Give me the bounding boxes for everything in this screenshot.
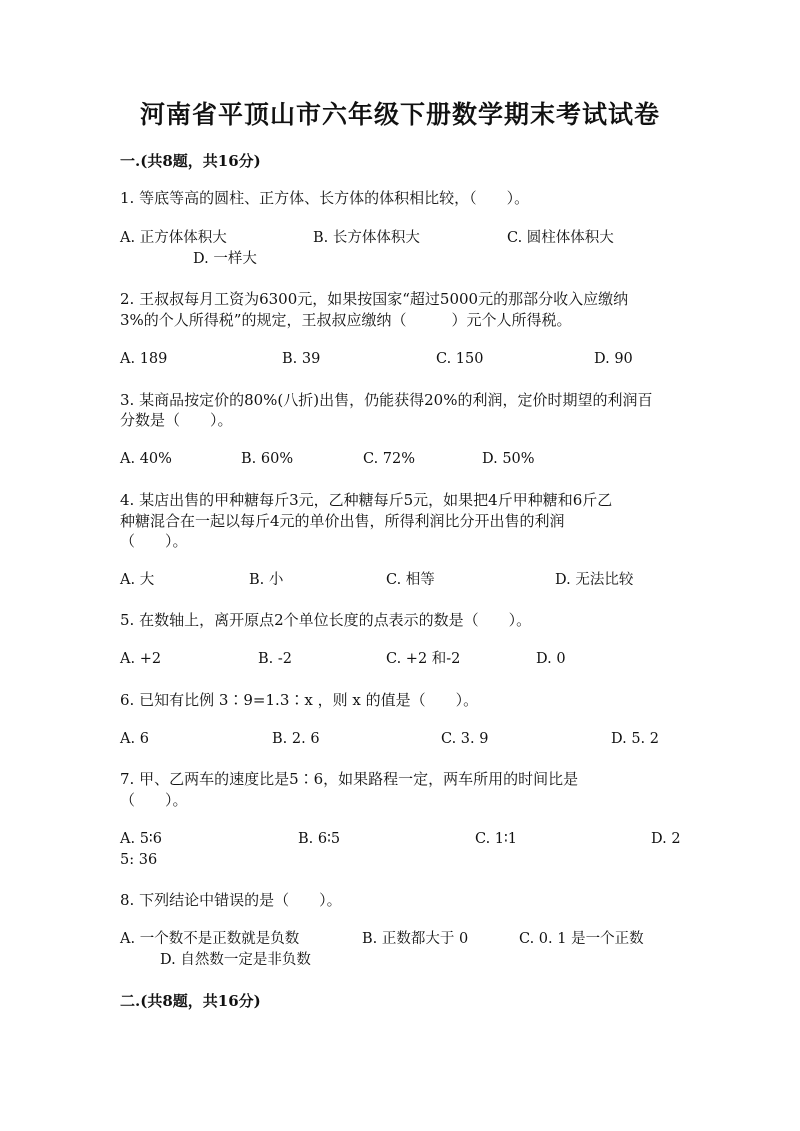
section-heading-2: 二.(共8题，共16分) <box>120 992 261 1010</box>
question-1-option-b: B. 长方体体积大 <box>313 230 420 246</box>
question-8-option-a: A. 一个数不是正数就是负数 <box>120 931 300 947</box>
question-2-option-c: C. 150 <box>436 351 484 367</box>
question-2-text-line-1: 2. 王叔叔每月工资为6300元，如果按国家“超过5000元的那部分收入应缴纳 <box>120 290 629 308</box>
question-2-option-b: B. 39 <box>282 351 321 367</box>
question-3-option-d: D. 50% <box>482 451 535 467</box>
question-3-text-line-1: 3. 某商品按定价的80%(八折)出售，仍能获得20%的利润，定价时期望的利润百 <box>120 391 653 409</box>
question-5-text: 5. 在数轴上，离开原点2个单位长度的点表示的数是（ ）。 <box>120 611 532 629</box>
question-4-option-a: A. 大 <box>120 572 155 588</box>
question-8-option-b: B. 正数都大于 0 <box>362 931 469 947</box>
question-6-text: 6. 已知有比例 3∶9=1.3∶x ，则 x 的值是（ ）。 <box>120 691 479 709</box>
question-1-option-c: C. 圆柱体体积大 <box>507 230 614 246</box>
question-5-option-d: D. 0 <box>536 651 566 667</box>
question-4-text-line-3: （ ）。 <box>120 532 188 550</box>
question-1-option-a: A. 正方体体积大 <box>120 230 227 246</box>
exam-title: 河南省平顶山市六年级下册数学期末考试试卷 <box>139 100 660 129</box>
question-7-option-c: C. 1∶1 <box>475 831 518 847</box>
question-8-text: 8. 下列结论中错误的是（ ）。 <box>120 891 342 909</box>
question-7-text-line-1: 7. 甲、乙两车的速度比是5∶6，如果路程一定，两车所用的时间比是 <box>120 770 579 788</box>
question-3-text-line-2: 分数是（ ）。 <box>120 411 233 429</box>
question-2-option-a: A. 189 <box>120 351 168 367</box>
question-2-text-line-2: 3%的个人所得税”的规定，王叔叔应缴纳（ ）元个人所得税。 <box>120 311 572 329</box>
question-7-option-b: B. 6∶5 <box>298 831 341 847</box>
question-4-option-d: D. 无法比较 <box>555 572 634 588</box>
question-5-option-b: B. -2 <box>258 651 292 667</box>
question-6-option-a: A. 6 <box>120 731 149 747</box>
question-4-option-c: C. 相等 <box>386 572 435 588</box>
question-6-option-c: C. 3. 9 <box>441 731 489 747</box>
question-7-option-a: A. 5∶6 <box>120 831 162 847</box>
question-6-option-b: B. 2. 6 <box>272 731 320 747</box>
question-3-option-c: C. 72% <box>363 451 416 467</box>
question-3-option-b: B. 60% <box>241 451 294 467</box>
section-heading-1: 一.(共8题，共16分) <box>120 152 261 170</box>
question-4-option-b: B. 小 <box>249 572 284 588</box>
question-6-option-d: D. 5. 2 <box>611 731 659 747</box>
question-2-option-d: D. 90 <box>594 351 633 367</box>
question-7-option-d-continued: 5: 36 <box>120 852 158 868</box>
question-5-option-a: A. +2 <box>120 651 162 667</box>
question-4-text-line-2: 种糖混合在一起以每斤4元的单价出售，所得利润比分开出售的利润 <box>120 512 565 530</box>
question-5-option-c: C. +2 和-2 <box>386 651 461 667</box>
question-1-option-d: D. 一样大 <box>193 251 257 267</box>
question-8-option-c: C. 0. 1 是一个正数 <box>519 931 644 947</box>
question-4-text-line-1: 4. 某店出售的甲种糖每斤3元，乙种糖每斤5元，如果把4斤甲种糖和6斤乙 <box>120 491 613 509</box>
question-7-text-line-2: （ ）。 <box>120 791 188 809</box>
question-1-text: 1. 等底等高的圆柱、正方体、长方体的体积相比较，（ ）。 <box>120 189 530 207</box>
question-3-option-a: A. 40% <box>120 451 172 467</box>
question-7-option-d: D. 2 <box>651 831 681 847</box>
question-8-option-d: D. 自然数一定是非负数 <box>160 952 311 968</box>
